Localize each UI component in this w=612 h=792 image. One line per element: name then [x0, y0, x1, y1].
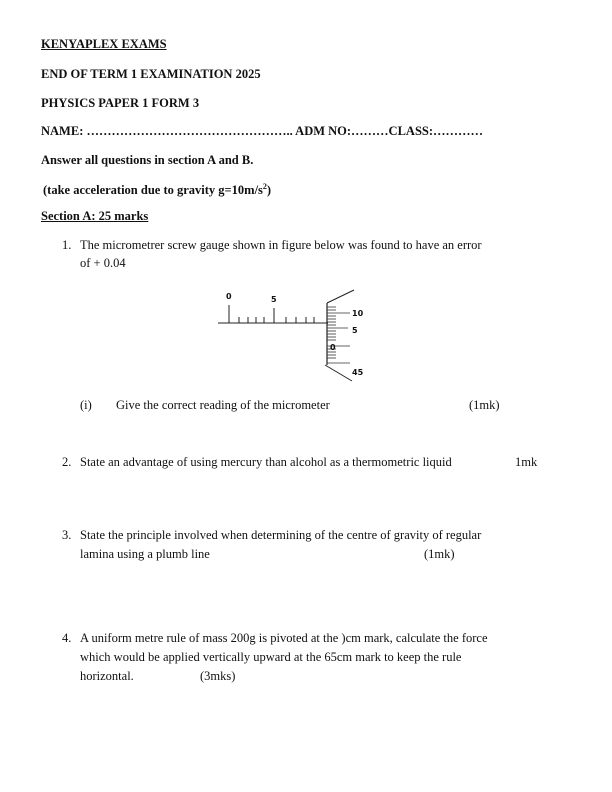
sleeve-label-5: 5 — [271, 295, 277, 304]
micrometer-diagram — [210, 283, 380, 383]
q2-marks: 1mk — [515, 455, 538, 469]
sleeve-label-0: 0 — [226, 292, 232, 301]
q4-line1: A uniform metre rule of mass 200g is pivoted at the )cm mark, calculate the force — [80, 631, 488, 645]
q4-line2: which would be applied vertically upward at the 65cm mark to keep the rule — [80, 650, 462, 664]
section-a-title: Section A: 25 marks — [41, 209, 149, 223]
micrometer-figure — [210, 283, 380, 383]
q2-number: 2. — [62, 455, 72, 469]
paper-title: PHYSICS PAPER 1 FORM 3 — [41, 96, 200, 110]
thimble-label-5: 5 — [352, 326, 358, 335]
gravity-close: ) — [266, 183, 272, 198]
q3-line2: lamina using a plumb line — [80, 547, 210, 561]
gravity-text: (take acceleration due to gravity g=10m/s — [43, 183, 263, 198]
q1-line2: of + 0.04 — [80, 256, 126, 270]
q1-line1: The micrometrer screw gauge shown in figure below was found to have an error — [80, 238, 482, 252]
instruction-gravity — [43, 182, 271, 198]
q1-sub-label: (i) — [80, 398, 92, 412]
q2-line1: State an advantage of using mercury than alcohol as a thermometric liquid — [80, 455, 452, 469]
q1-sub-marks: (1mk) — [469, 398, 500, 412]
org-title: KENYAPLEX EXAMS — [41, 37, 167, 51]
q3-number: 3. — [62, 528, 72, 542]
gravity-superscript: 2 — [262, 182, 267, 191]
exam-title: END OF TERM 1 EXAMINATION 2025 — [41, 67, 261, 81]
thimble-label-45: 45 — [352, 368, 364, 377]
q1-sub-text: Give the correct reading of the micrometer — [116, 398, 330, 412]
q1-number: 1. — [62, 238, 72, 252]
instruction-answer-all: Answer all questions in section A and B. — [41, 153, 254, 167]
q3-marks: (1mk) — [424, 547, 455, 561]
q4-marks: (3mks) — [200, 669, 236, 683]
thimble-label-10: 10 — [352, 309, 364, 318]
q4-line3: horizontal. — [80, 669, 134, 683]
q3-line1: State the principle involved when determining of the centre of gravity of regular — [80, 528, 482, 542]
name-adm-class-line: NAME: ………………………………………….. ADM NO:………CLASS:………… — [41, 124, 484, 138]
thimble-label-0: 0 — [330, 343, 336, 352]
q4-number: 4. — [62, 631, 72, 645]
